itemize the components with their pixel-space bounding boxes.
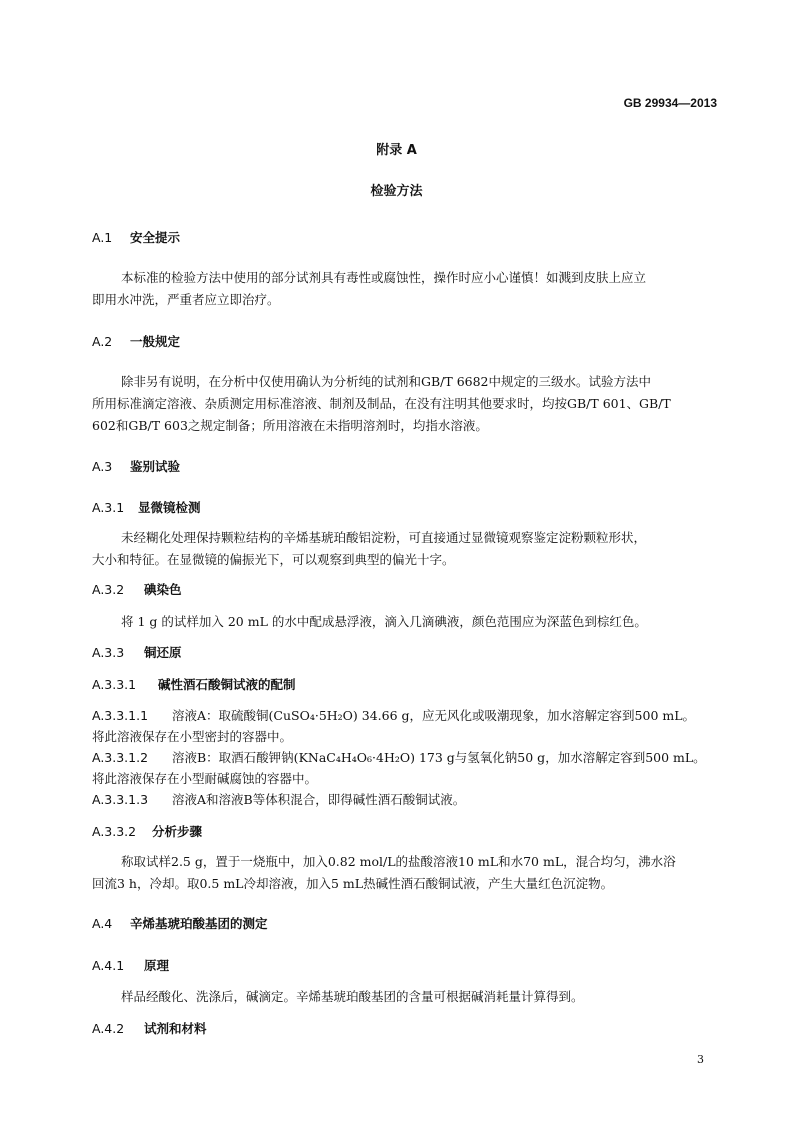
appendix-title: 检验方法 [370,184,423,199]
section-number: A.1 [92,230,113,245]
section-number: A.3.3 [92,645,125,660]
section-heading-a4 [92,914,268,932]
section-title: 分析步骤 [152,824,203,839]
paragraph-line: 602和GB/T 603之规定制备；所用溶液在未指明溶剂时，均指水溶液。 [92,418,488,433]
clause-number: A.3.3.1.2 [92,750,149,765]
section-heading-a42 [92,1019,207,1037]
section-number: A.2 [92,334,113,349]
section-heading-a1 [92,228,180,246]
section-title: 原理 [144,958,170,973]
section-heading-a3 [92,457,180,475]
paragraph-line: 样品经酸化、洗涤后，碱滴定。辛烯基琥珀酸基团的含量可根据碱消耗量计算得到。 [121,989,584,1004]
appendix-label: 附录 A [376,143,417,158]
section-number: A.3.2 [92,582,125,597]
section-heading-a31 [92,498,201,516]
paragraph-line: 将此溶液保存在小型耐碱腐蚀的容器中。 [92,771,318,786]
paragraph-line: 所用标准滴定溶液、杂质测定用标准溶液、制剂及制品，在没有注明其他要求时，均按GB/T 601、GB/T [92,396,671,411]
clause-a3311 [92,706,695,724]
section-title: 铜还原 [144,645,182,660]
page-number: 3 [697,1053,704,1066]
section-title: 一般规定 [130,334,181,349]
section-title: 鉴别试验 [130,459,181,474]
clause-a3313 [92,790,465,808]
clause-text: 溶液B：取酒石酸钾钠(KNaC₄H₄O₆·4H₂O) 173 g与氢氧化钠50 g，加水溶解定容到500 mL。 [172,750,706,765]
section-number: A.4.1 [92,958,125,973]
section-title: 显微镜检测 [138,500,201,515]
paragraph-line: 将此溶液保存在小型密封的容器中。 [92,729,293,744]
clause-number: A.3.3.1.3 [92,792,149,807]
clause-text: 溶液A：取硫酸铜(CuSO₄·5H₂O) 34.66 g，应无风化或吸潮现象，加水溶解定容到500 mL。 [172,708,696,723]
paragraph-line: 回流3 h，冷却。取0.5 mL冷却溶液，加入5 mL热碱性酒石酸铜试液，产生大量红色沉淀物。 [92,876,614,891]
section-title: 碱性酒石酸铜试液的配制 [158,677,296,692]
paragraph-line: 除非另有说明，在分析中仅使用确认为分析纯的试剂和GB/T 6682中规定的三级水。试验方法中 [121,374,652,389]
section-number: A.3.3.1 [92,677,137,692]
section-heading-a331 [92,675,296,693]
section-title: 辛烯基琥珀酸基团的测定 [130,916,268,931]
section-heading-a32 [92,580,182,598]
section-title: 安全提示 [130,230,181,245]
paragraph-line: 将 1 g 的试样加入 20 mL 的水中配成悬浮液，滴入几滴碘液，颜色范围应为深蓝色到棕红色。 [121,614,647,629]
paragraph-line: 即用水冲洗，严重者应立即治疗。 [92,292,280,307]
section-number: A.4.2 [92,1021,125,1036]
section-title: 碘染色 [144,582,182,597]
section-heading-a41 [92,956,169,974]
paragraph-line: 本标准的检验方法中使用的部分试剂具有毒性或腐蚀性，操作时应小心谨慎！如溅到皮肤上应立 [121,270,647,285]
section-heading-a332 [92,822,202,840]
clause-a3312 [92,748,706,766]
section-title: 试剂和材料 [144,1021,207,1036]
section-number: A.4 [92,916,113,931]
section-heading-a33 [92,643,182,661]
paragraph-line: 称取试样2.5 g，置于一烧瓶中，加入0.82 mol/L的盐酸溶液10 mL和水70 mL，混合均匀，沸水浴 [121,854,676,869]
clause-text: 溶液A和溶液B等体积混合，即得碱性酒石酸铜试液。 [172,792,466,807]
paragraph-line: 大小和特征。在显微镜的偏振光下，可以观察到典型的偏光十字。 [92,552,455,567]
section-number: A.3.3.2 [92,824,137,839]
section-number: A.3 [92,459,113,474]
section-heading-a2 [92,332,180,350]
section-number: A.3.1 [92,500,125,515]
clause-number: A.3.3.1.1 [92,708,149,723]
standard-number: GB 29934—2013 [623,96,717,110]
paragraph-line: 未经糊化处理保持颗粒结构的辛烯基琥珀酸铝淀粉，可直接通过显微镜观察鉴定淀粉颗粒形状， [121,530,647,545]
